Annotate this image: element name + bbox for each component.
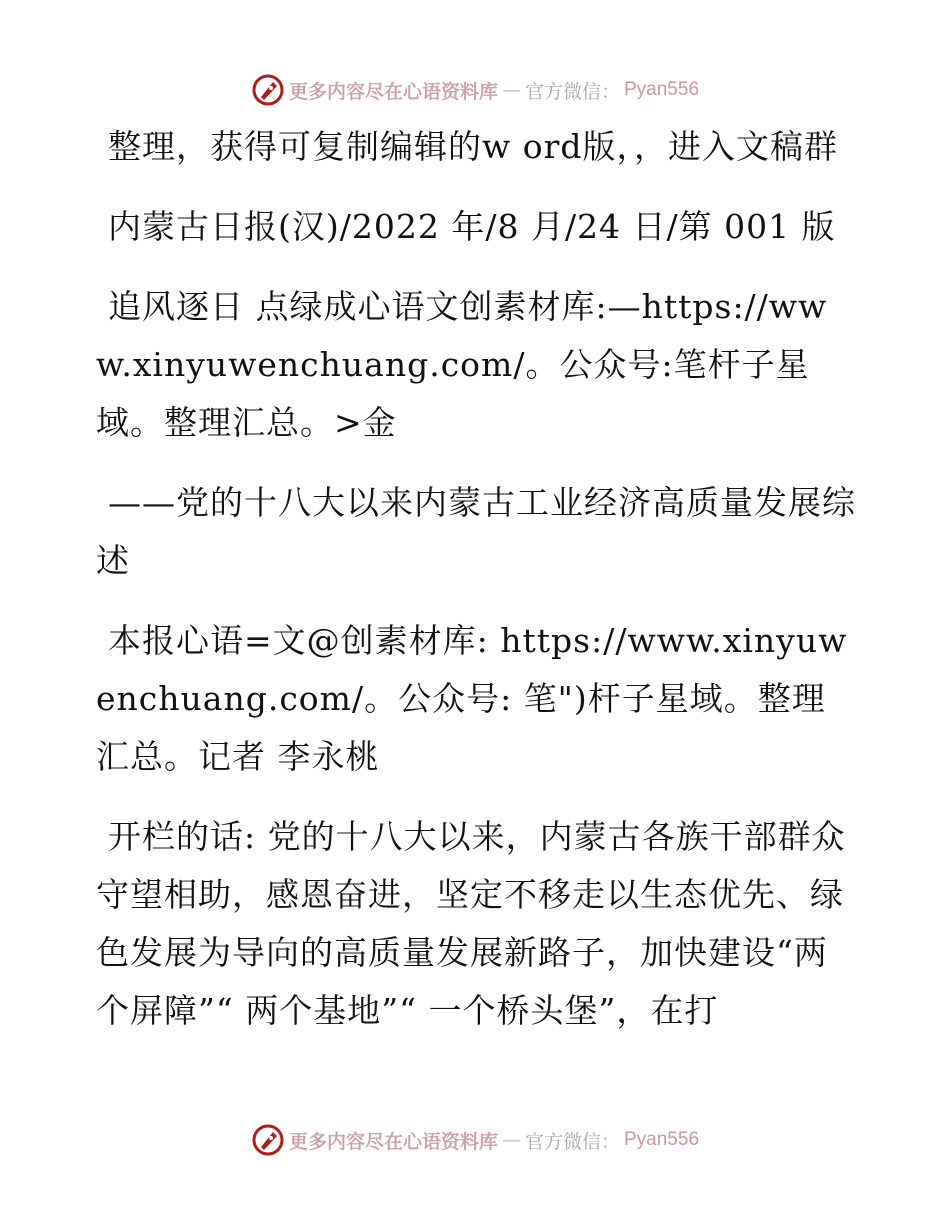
- paragraph: 内蒙古日报(汉)/2022 年/8 月/24 日/第 001 版: [108, 207, 836, 246]
- footer-brand-text: 更多内容尽在心语资料库: [288, 1130, 498, 1153]
- footer-wechat-id: Pyan556: [624, 1129, 700, 1150]
- paragraph: 追风逐日 点绿成心语文创素材库:—https://www.xinyuwenchuang.com/。公众号:笔杆子星域。整理汇总。>金: [96, 287, 828, 442]
- header-wechat-id: Pyan556: [624, 79, 700, 100]
- footer-banner-content: [251, 1123, 699, 1157]
- footer-dash: —: [501, 1129, 521, 1151]
- document-body: [96, 118, 856, 1062]
- paragraph: ——党的十八大以来内蒙古工业经济高质量发展综述: [96, 483, 856, 580]
- header-brand-text: 更多内容尽在心语资料库: [288, 80, 498, 103]
- header-banner: [0, 70, 950, 110]
- footer-wechat-label: 官方微信：: [524, 1130, 620, 1153]
- header-wechat-label: 官方微信：: [524, 80, 620, 103]
- footer-banner: [0, 1120, 950, 1160]
- paragraph: 本报心语=文@创素材库: https://www.xinyuwenchuang.com/。公众号: 笔")杆子星域。整理汇总。记者 李永桃: [96, 621, 848, 776]
- paragraph: 整理，获得可复制编辑的w ord版，，进入文稿群: [108, 127, 839, 166]
- header-dash: —: [501, 79, 521, 101]
- paragraph: 开栏的话: 党的十八大以来，内蒙古各族干部群众守望相助，感恩奋进，坚定不移走以生态优先、绿色发展为导向的高质量发展新路子，加快建设“两个屏障”“ 两个基地”“ 一个桥头堡”，在打: [96, 817, 846, 1030]
- pen-nib-circle-icon: [251, 1123, 285, 1157]
- pen-nib-circle-icon: [251, 73, 285, 107]
- header-banner-content: [251, 73, 699, 107]
